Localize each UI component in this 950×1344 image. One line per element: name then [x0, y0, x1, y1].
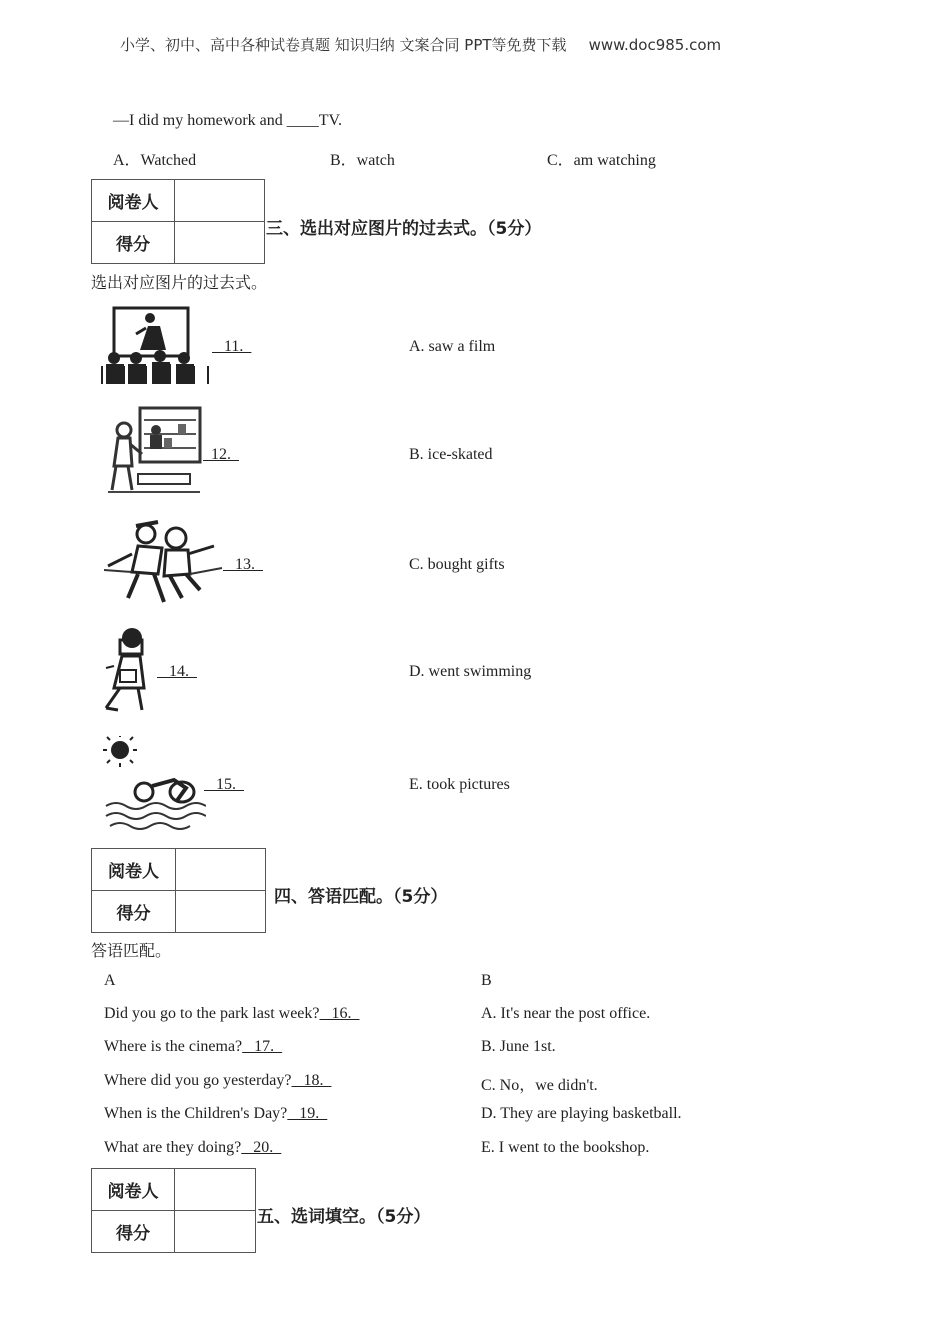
swimming-icon	[102, 736, 206, 832]
option-bought-gifts: C. bought gifts	[409, 556, 505, 573]
q10-option-c: C．am watching	[547, 152, 656, 169]
skating-icon	[102, 518, 224, 606]
column-b-heading: B	[481, 972, 492, 989]
answer-e: E. I went to the bookshop.	[481, 1139, 650, 1156]
answer-c: C. No，we didn't.	[481, 1077, 598, 1094]
section5-title: 五、选词填空。（5分）	[257, 1207, 431, 1227]
section3-instruction: 选出对应图片的过去式。	[91, 275, 268, 292]
blank-18: 18.	[291, 1072, 332, 1089]
score-cell	[175, 222, 265, 264]
option-saw-a-film: A. saw a film	[409, 338, 496, 355]
reviewer-cell	[176, 849, 266, 891]
question-18: Where did you go yesterday? 18.	[104, 1072, 332, 1089]
reviewer-label: 阅卷人	[92, 180, 175, 222]
section4-title: 四、答语匹配。（5分）	[274, 887, 448, 907]
score-label: 得分	[92, 1211, 175, 1253]
q10-option-b: B．watch	[330, 152, 395, 169]
score-cell	[176, 891, 266, 933]
option-took-pictures: E. took pictures	[409, 776, 510, 793]
q10-option-a: A．Watched	[113, 152, 197, 169]
blank-15: 15.	[204, 776, 244, 793]
answer-a: A. It's near the post office.	[481, 1005, 651, 1022]
blank-19: 19.	[287, 1105, 328, 1122]
question-20: What are they doing? 20.	[104, 1139, 282, 1156]
score-box-section4	[91, 848, 266, 933]
cinema-icon	[100, 304, 215, 386]
answer-b: B. June 1st.	[481, 1038, 556, 1055]
score-cell	[175, 1211, 256, 1253]
column-a-heading: A	[104, 972, 116, 989]
option-went-swimming: D. went swimming	[409, 663, 532, 680]
blank-11: 11.	[212, 338, 252, 355]
header-site: www.doc985.com	[588, 36, 722, 54]
blank-16: 16.	[319, 1005, 360, 1022]
blank-17: 17.	[242, 1038, 283, 1055]
blank-14: 14.	[157, 663, 197, 680]
score-box-section5	[91, 1168, 256, 1253]
blank-20: 20.	[241, 1139, 282, 1156]
question-16: Did you go to the park last week? 16.	[104, 1005, 360, 1022]
blank-13: 13.	[223, 556, 263, 573]
option-ice-skated: B. ice-skated	[409, 446, 493, 463]
shop-icon	[104, 404, 204, 496]
reviewer-cell	[175, 1169, 256, 1211]
answer-d: D. They are playing basketball.	[481, 1105, 682, 1122]
reviewer-label: 阅卷人	[92, 1169, 175, 1211]
score-label: 得分	[92, 891, 176, 933]
q10-answer-line: —I did my homework and ____TV.	[113, 112, 343, 129]
score-label: 得分	[92, 222, 175, 264]
reviewer-label: 阅卷人	[92, 849, 176, 891]
question-17: Where is the cinema? 17.	[104, 1038, 283, 1055]
page-header	[120, 34, 721, 55]
blank-12: 12.	[203, 446, 239, 463]
reviewer-cell	[175, 180, 265, 222]
score-box-section3	[91, 179, 265, 264]
question-19: When is the Children's Day? 19.	[104, 1105, 328, 1122]
section4-instruction: 答语匹配。	[91, 943, 172, 960]
header-text: 小学、初中、高中各种试卷真题 知识归纳 文案合同 PPT等免费下载	[120, 36, 567, 54]
section3-title: 三、选出对应图片的过去式。（5分）	[266, 219, 542, 239]
camera-icon	[100, 626, 160, 712]
